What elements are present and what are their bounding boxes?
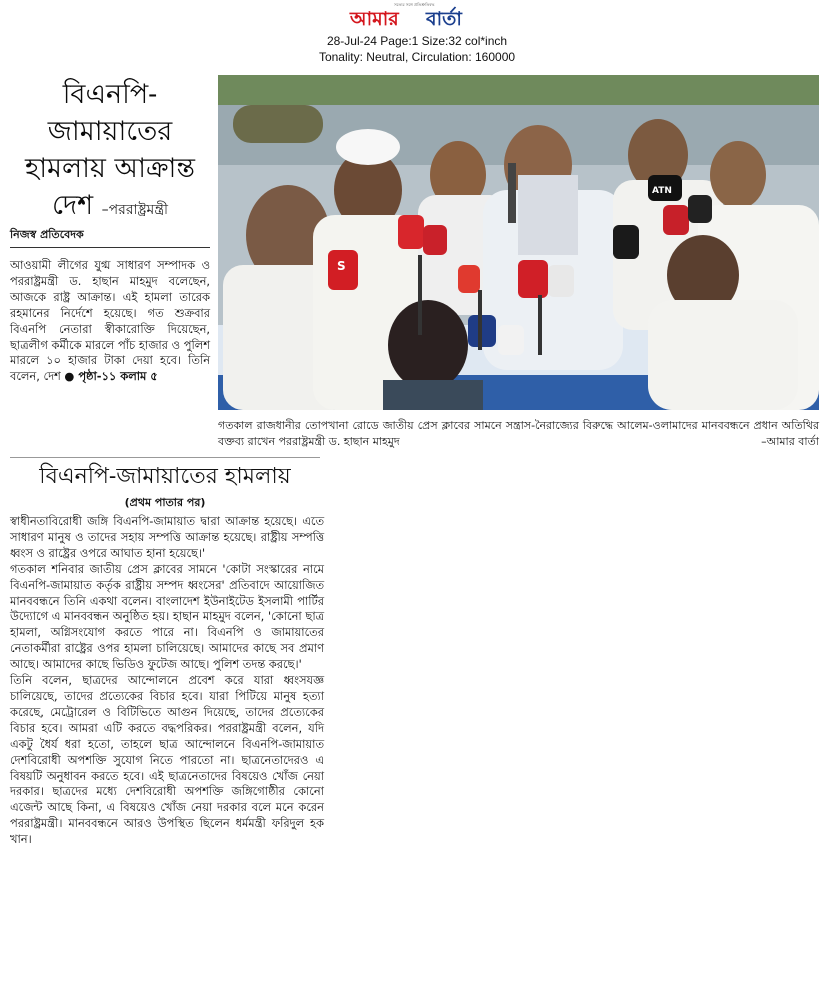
mic-label-atn: ATN <box>652 186 672 196</box>
photo-credit: –আমার বার্তা <box>761 435 819 448</box>
logo-word-amar: আমার <box>350 8 399 30</box>
jump-reference: ● পৃষ্ঠা-১১ কলাম ৫ <box>64 369 158 384</box>
news-photo <box>218 75 819 410</box>
continuation-paragraph: তিনি বলেন, ছাত্রদের আন্দোলনে প্রবেশ করে যারা ধ্বংসযজ্ঞ চালিয়েছে, তাদের প্রত্যেকের বিচার হবে। যারা পিটিয়ে মানুষ হত্যা করেছে, মেট্রোরেল ও বিটিভিতে আগুন দিয়েছে, তাদের প্রত্যেকের বিচার হবে। আমরা এটি করতে বদ্ধপরিকর। পররাষ্ট্রমন্ত্রী বলেন, যদি একটু ধৈর্য ধরা হতো, তাহলে ছাত্র আন্দোলনে বিএনপি-জামায়াত দেশবিরোধী অপশক্তি সুযোগ নিতে পারতো না। ছাত্রনেতাদেরও এ বিষয়টি অনুধাবন করতে হবে। এই ছাত্রনেতাদের বিষয়েও খোঁজ নেয়া দরকার। ছাত্রদের মধ্যে দেশবিরোধী অপশক্তি জঙ্গিগোষ্ঠীর কোনো এজেন্ট আছে কিনা, এ বিষয়েও খোঁজ নেয়া দরকার বলে মনে করেন পররাষ্ট্রমন্ত্রী। মানববন্ধনে আরও উপস্থিত ছিলেন ধর্মমন্ত্রী ফরিদুল হক খান। <box>10 673 324 847</box>
byline: নিজস্ব প্রতিবেদক <box>10 226 210 248</box>
headline-attribution: –পররাষ্ট্রমন্ত্রী <box>101 202 169 218</box>
clipping-date-page-size: 28-Jul-24 Page:1 Size:32 col*inch <box>326 34 508 48</box>
continuation-body <box>10 514 324 848</box>
logo-tagline: সত্যের সঙ্গে প্রতিশ্রুতিবদ্ধ <box>394 2 435 7</box>
news-photo-illustration <box>218 75 819 410</box>
photo-caption-text: গতকাল রাজধানীর তোপখানা রোডে জাতীয় প্রেস ক্লাবের সামনে সন্ত্রাস-নৈরাজ্যের বিরুদ্ধে আলেম-ওলামাদের মানববন্ধনে প্রধান অতিথির বক্তব্য রাখেন পররাষ্ট্রমন্ত্রী ড. হাছান মাহমুদ <box>218 419 819 448</box>
newspaper-logo <box>348 2 488 32</box>
photo-caption <box>218 418 819 450</box>
main-headline-text: বিএনপি-জামায়াতের হামলায় আক্রান্ত দেশ <box>25 79 195 221</box>
lead-paragraph <box>10 258 210 385</box>
main-headline <box>10 76 210 229</box>
continuation-paragraph: স্বাধীনতাবিরোধী জঙ্গি বিএনপি-জামায়াত দ্বারা আক্রান্ত হয়েছে। এতে সাধারণ মানুষ ও তাদের সহায় সম্পত্তি আক্রান্ত হয়েছে। রাষ্ট্রীয় সম্পত্তি ধ্বংস ও রাষ্ট্রের ওপরে আঘাত হানা হয়েছে।' <box>10 514 324 560</box>
clipping-tonality-circulation: Tonality: Neutral, Circulation: 160000 <box>318 50 516 64</box>
lead-text: আওয়ামী লীগের যুগ্ম সাধারণ সম্পাদক ও পররাষ্ট্রমন্ত্রী ড. হাছান মাহমুদ বলেছেন, আজকে রাষ্ট্র আক্রান্ত। এই হামলা তারেক রহমানের নির্দেশে হয়েছে। গত শুক্রবার বিএনপি নেতারা স্বীকারোক্তি দিয়েছেন, ছাত্রলীগ কর্মীকে মারলে পাঁচ হাজার ও পুলিশ মারলে ১০ হাজার টাকা দেয়া হবে। তিনি বলেন, দেশ <box>10 258 210 384</box>
continued-from-label: (প্রথম পাতার পর) <box>124 496 206 509</box>
continuation-paragraph: গতকাল শনিবার জাতীয় প্রেস ক্লাবের সামনে 'কোটা সংস্কারের নামে বিএনপি-জামায়াত কর্তৃক রাষ্ট্রীয় সম্পদ ধ্বংসের' প্রতিবাদে আয়োজিত মানববন্ধনে তিনি একথা বলেন। বাংলাদেশ ইউনাইটেড ইসলামী পার্টির উদ্যোগে এ মানববন্ধন অনুষ্ঠিত হয়। হাছান মাহমুদ বলেন, 'কোনো ছাত্র হামলা, অগ্নিসংযোগ করতে পারে না। বিএনপি ও জামায়াতের নেতাকর্মীরা রাষ্ট্রের ওপর হামলা চালিয়েছে। আমাদের কাছে সব প্রমাণ আছে। আমাদের কাছে ভিডিও ফুটেজ আছে। পুলিশ তদন্ত করছে।' <box>10 561 324 672</box>
mic-label-s: S <box>337 259 346 273</box>
logo-word-barta: বার্তা <box>426 8 462 30</box>
section-divider <box>10 457 320 458</box>
continuation-headline: বিএনপি-জামায়াতের হামলায় <box>39 464 291 489</box>
masthead <box>0 0 834 70</box>
